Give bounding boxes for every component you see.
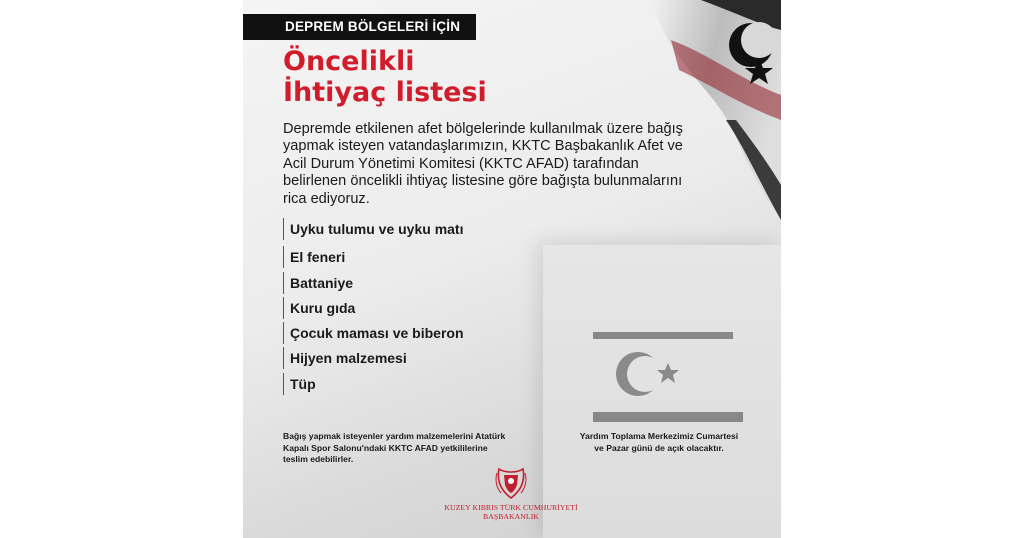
- trnc-emblem-icon: [493, 465, 529, 501]
- list-item: Battaniye: [283, 272, 353, 294]
- list-item: El feneri: [283, 246, 345, 268]
- region-badge: DEPREM BÖLGELERİ İÇİN: [243, 14, 476, 40]
- list-item: Kuru gıda: [283, 297, 355, 319]
- delivery-note: Bağış yapmak isteyenler yardım malzemelerini Atatürk Kapalı Spor Salonu'ndaki KKTC AFAD yetkililerine teslim edebilirler.: [283, 431, 506, 464]
- title-line-1: Öncelikli: [283, 46, 415, 77]
- government-name: KUZEY KIBRIS TÜRK CUMHURİYETİ: [444, 503, 578, 512]
- list-item: Hijyen malzemesi: [283, 347, 407, 369]
- list-item: Çocuk maması ve biberon: [283, 322, 464, 344]
- intro-paragraph: Depremde etkilenen afet bölgelerinde kullanılmak üzere bağış yapmak isteyen vatandaşlarımızın, KKTC Başbakanlık Afet ve Acil Durum Yönetimi Komitesi (KKTC AFAD) tarafından belirlenen öncelikli ihtiyaç listesine göre bağışta bulunmalarını rica ediyoruz.: [283, 121, 683, 207]
- page-title: [283, 46, 487, 108]
- trnc-flag-icon: [593, 332, 743, 424]
- government-department: BAŞBAKANLIK: [483, 512, 539, 521]
- title-line-2: İhtiyaç listesi: [283, 77, 487, 108]
- poster: [243, 0, 781, 538]
- opening-hours-note: Yardım Toplama Merkezimiz Cumartesi ve Pazar günü de açık olacaktır.: [579, 431, 739, 453]
- list-item: Tüp: [283, 373, 316, 395]
- list-item: Uyku tulumu ve uyku matı: [283, 218, 463, 240]
